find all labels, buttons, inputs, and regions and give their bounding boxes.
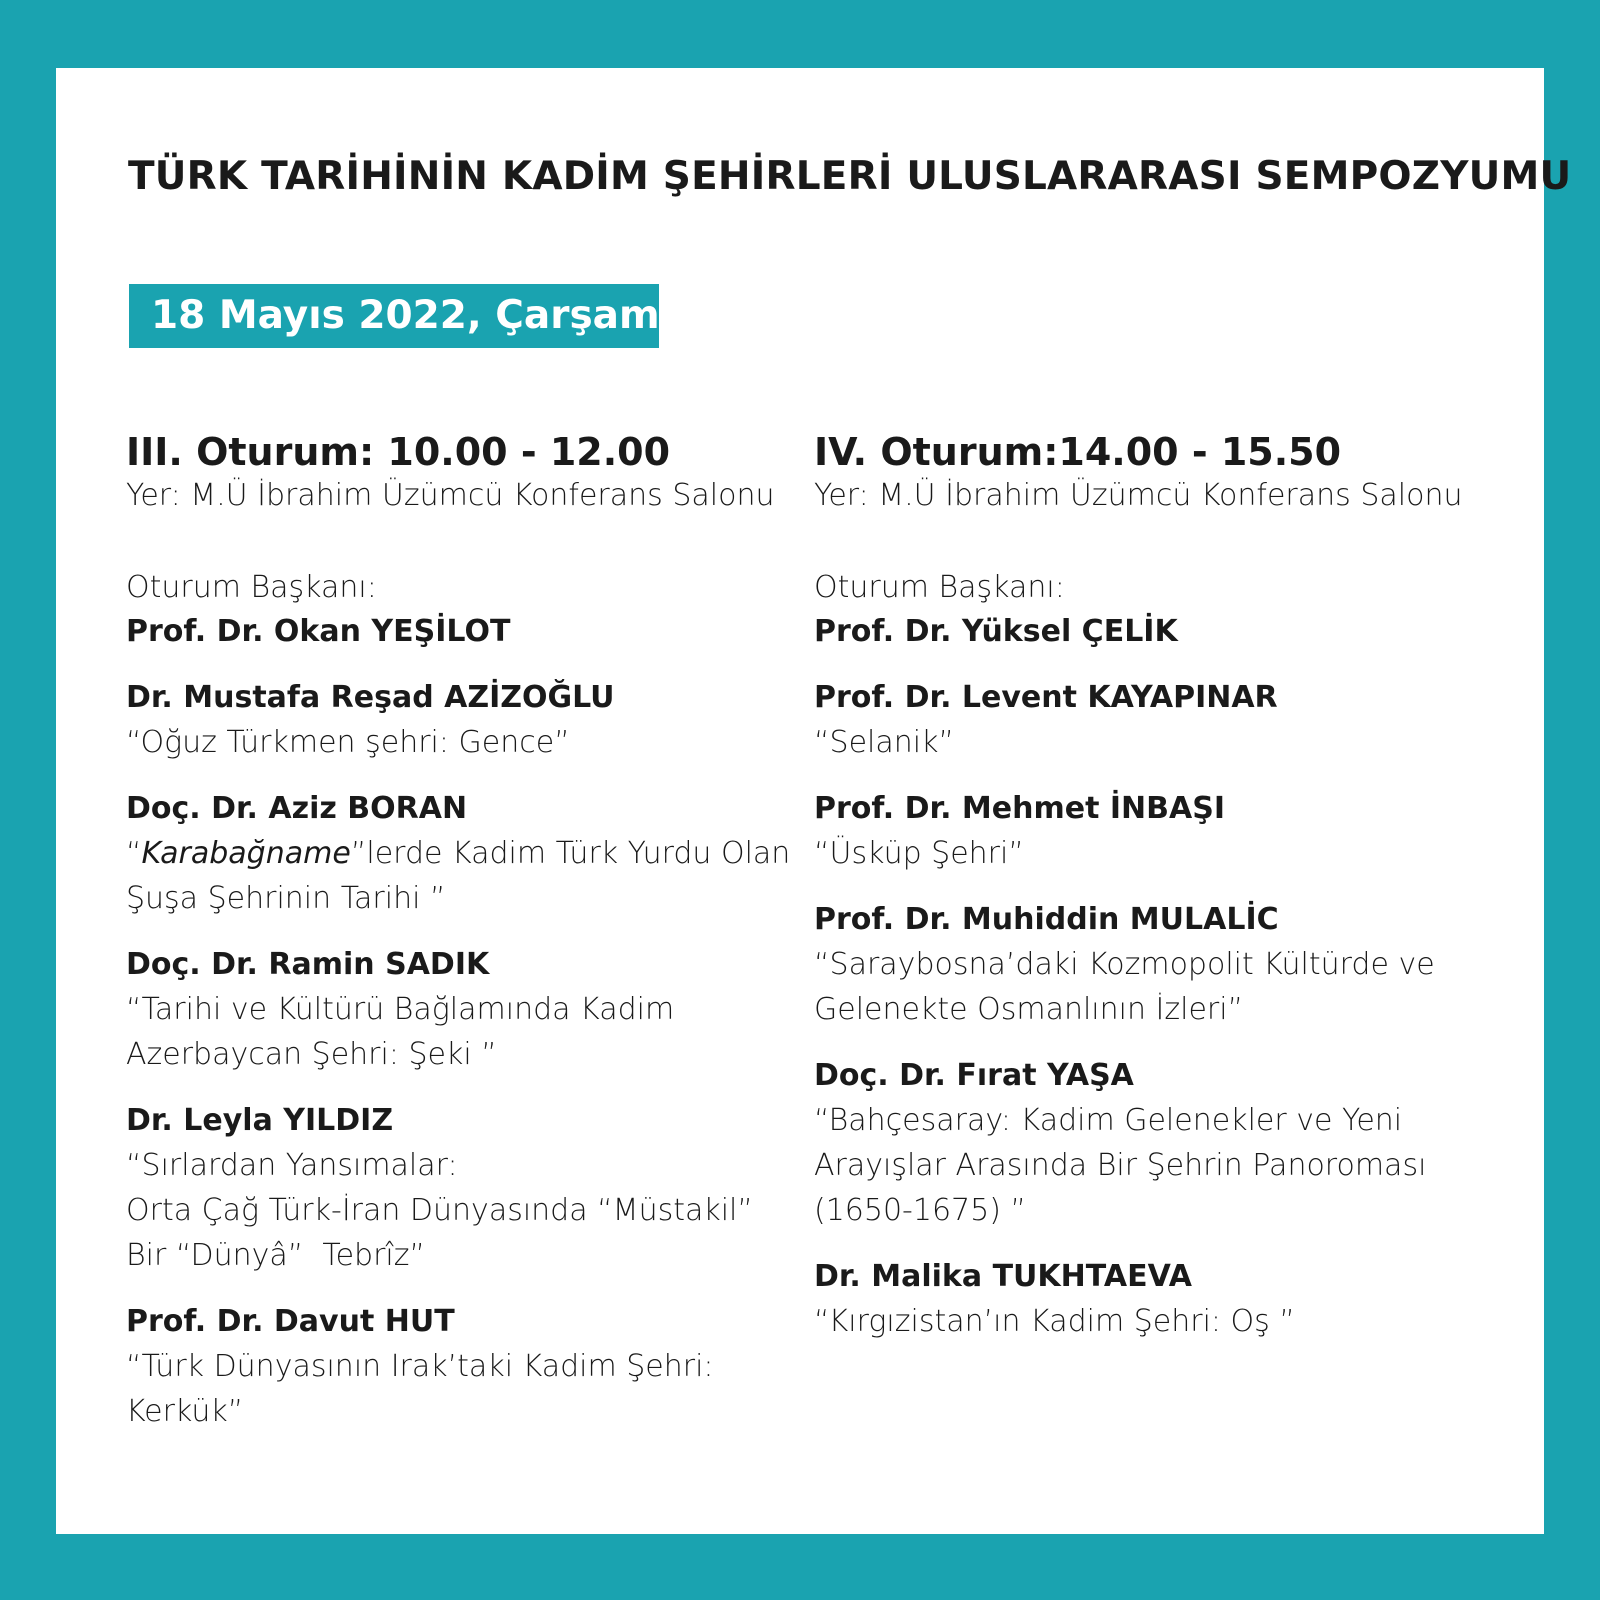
speaker-name: Doç. Dr. Fırat YAŞA [814, 1058, 1134, 1093]
talk-title-line: “Sırlardan Yansımalar: [126, 1148, 458, 1183]
talk-item [126, 787, 806, 921]
talk-item [126, 943, 806, 1077]
talk-title: “Tarihi ve Kültürü Bağlamında Kadim Azerbaycan Şehri: Şeki ” [126, 992, 675, 1072]
chair-name: Prof. Dr. Okan YEŞİLOT [126, 614, 511, 649]
speaker-name: Prof. Dr. Muhiddin MULALİC [814, 902, 1279, 937]
session-title: III. Oturum: 10.00 - 12.00 [126, 430, 671, 474]
talk-title: “Üsküp Şehri” [814, 836, 1024, 871]
talk-item [126, 676, 806, 765]
talk-title: “Selanik” [814, 725, 955, 760]
session-venue: Yer: M.Ü İbrahim Üzümcü Konferans Salonu [814, 478, 1463, 513]
talk-title: “Kırgızistan’ın Kadim Şehri: Oş ” [814, 1304, 1295, 1339]
talk-item [814, 1054, 1504, 1233]
talk-item [126, 1300, 806, 1434]
talk-item [814, 787, 1504, 876]
session-column-3 [126, 428, 806, 1434]
talk-title: “Bahçesaray: Kadim Gelenekler ve Yeni Arayışlar Arasında Bir Şehrin Panoroması (1650-1675) ” [814, 1103, 1427, 1228]
speaker-name: Prof. Dr. Davut HUT [126, 1304, 455, 1339]
speaker-name: Prof. Dr. Mehmet İNBAŞI [814, 791, 1225, 826]
right-border-wedge [1544, 690, 1600, 960]
talk-item [814, 1255, 1504, 1344]
speaker-name: Doç. Dr. Aziz BORAN [126, 791, 468, 826]
session-column-4 [814, 428, 1504, 1344]
talk-title: “Türk Dünyasının Irak’taki Kadim Şehri: Kerkük” [126, 1349, 714, 1429]
talk-title: “Oğuz Türkmen şehri: Gence” [126, 725, 570, 760]
left-border-wedge [0, 650, 56, 760]
speaker-name: Dr. Malika TUKHTAEVA [814, 1259, 1192, 1294]
speaker-name: Prof. Dr. Levent KAYAPINAR [814, 680, 1278, 715]
session-title: IV. Oturum:14.00 - 15.50 [814, 430, 1342, 474]
session-venue: Yer: M.Ü İbrahim Üzümcü Konferans Salonu [126, 478, 775, 513]
talk-item [814, 676, 1504, 765]
talk-title: “Saraybosna’daki Kozmopolit Kültürde ve Gelenekte Osmanlının İzleri” [814, 947, 1435, 1027]
speaker-name: Doç. Dr. Ramin SADIK [126, 947, 490, 982]
italic-term: Karabağname [141, 836, 351, 871]
page-title: TÜRK TARİHİNİN KADİM ŞEHİRLERİ ULUSLARARASI SEMPOZYUMU [128, 154, 1572, 199]
date-badge: 18 Mayıs 2022, Çarşamba [129, 284, 659, 348]
talk-title-rest: ”lerde Kadim Türk Yurdu Olan Şuşa Şehrinin Tarihi ” [126, 836, 791, 916]
quote-open: “ [126, 836, 142, 871]
talk-item [814, 898, 1504, 1032]
speaker-name: Dr. Mustafa Reşad AZİZOĞLU [126, 680, 615, 715]
talk-title [126, 831, 806, 921]
talk-item [126, 1099, 806, 1278]
chair-label: Oturum Başkanı: [126, 570, 377, 605]
chair-label: Oturum Başkanı: [814, 570, 1065, 605]
talk-title-line: Orta Çağ Türk-İran Dünyasında “Müstakil” [126, 1193, 753, 1228]
speaker-name: Dr. Leyla YILDIZ [126, 1103, 394, 1138]
chair-name: Prof. Dr. Yüksel ÇELİK [814, 614, 1178, 649]
talk-title-line: Bir “Dünyâ” Tebrîz” [126, 1238, 426, 1273]
